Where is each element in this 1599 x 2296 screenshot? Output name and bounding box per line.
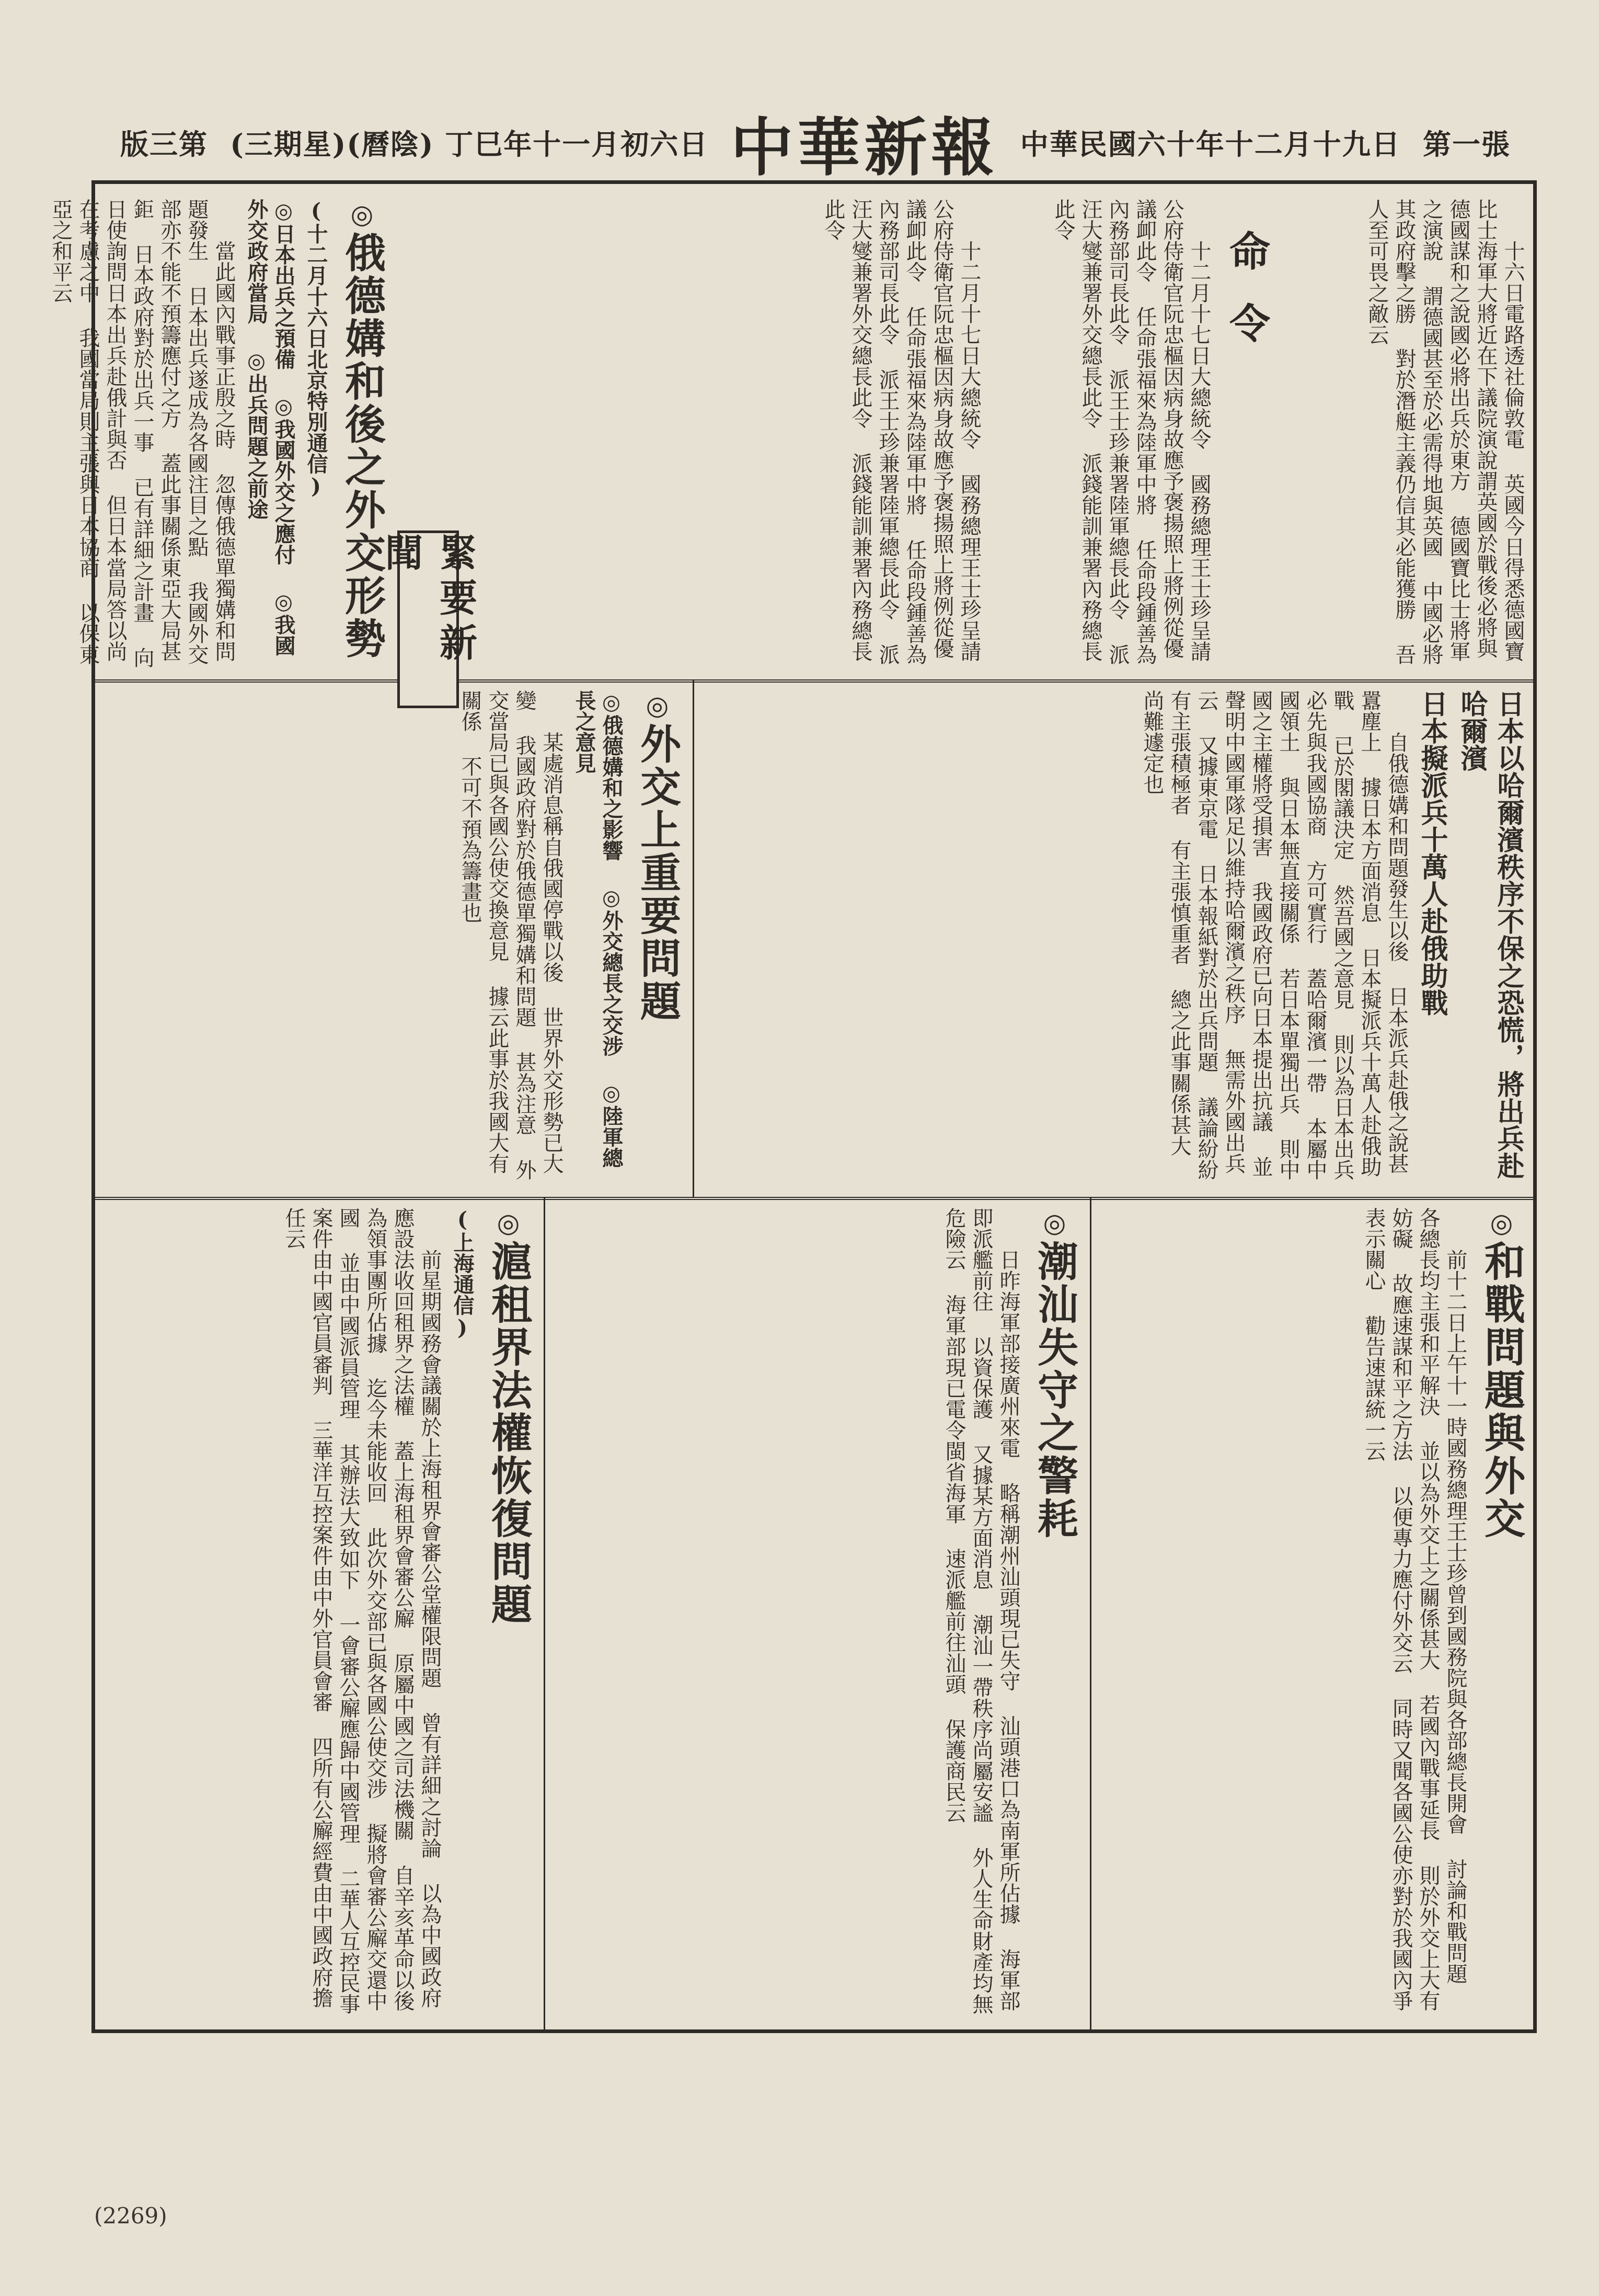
decree-heading: 命令 [1223,230,1270,374]
article-chaoshan [554,1207,1079,2023]
newspaper-title: 中華新報 [730,110,998,184]
article-peace-body: 前十二日上午十一時國務總理王士珍曾到國務院與各部總長開會 討論和戰問題 各總長均主張和平解決 並以為外交上之關係甚大 若國內戰事延長 則於外交上大有妨礙 故應速謀和平之方法 以便專力應付外交云 同時又聞各國公使亦對於我國內爭表示關心 勸告速謀統一云 [1362,1207,1467,2011]
article-harbin-heading-1: 日本以哈爾濱秩序不保之恐慌，將出兵赴哈爾濱 [1456,690,1524,1179]
decree-body: 十二月十七日大總統令 國務總理王士珍呈請公府侍衛官阮忠樞因病身故應予褒揚照上將例從優議卹此令 任命張福來為陸軍中將 任命段鍾善為內務部司長此令 派王士珍兼署陸軍總長此令 派汪大燮兼署外交總長此令 派錢能訓兼署內務總長此令 [1051,199,1211,665]
article-russia-topics: ◎日本出兵之預備 ◎我國外交之應付 ◎我國外交政府當局 ◎出兵問題之前途 [244,199,296,656]
article-shanghai [105,1207,533,2023]
article-diplomacy [105,690,682,1186]
column-divider-2 [1090,1197,1091,2033]
article-diplomacy-heading: ◎外交上重要問題 [634,690,681,1023]
row-divider-1 [91,679,1537,683]
article-harbin [703,690,1526,1186]
article-chaoshan-body: 日昨海軍部接廣州來電 略稱潮州汕頭現已失守 汕頭港口為南軍所佔據 海軍部即派艦前往 以資保護 又據某方面消息 潮汕一帶秩序尚屬安謐 外人生命財產均無危險云 海軍部現已電令閩省海軍 速派艦前往汕頭 保護商民云 [942,1207,1020,2014]
issue-date-gregorian: 中華民國六十年十二月十九日 [1020,128,1401,161]
masthead [120,107,1511,184]
row-divider-2 [91,1197,1537,1200]
article-shanghai-body: 前星期國務會議關於上海租界會審公堂權限問題 曾有詳細之討論 以為中國政府應設法收回租界之法權 蓋上海租界會審公廨 原屬中國之司法機關 自辛亥革命以後 為領事團所佔據 迄今未能收回 此次外交部已與各國公使交涉 擬將會審公廨交還中國 並由中國派員管理 其辦法大致如下 一會審公廨應歸中國管理 二華人互控民事案件由中國官員審判 三華洋互控案件由中外官員會審 四所有公廨經費由中國政府擔任云 [282,1207,442,2014]
lead-article-body: 十六日電路透社倫敦電 英國今日得悉德國寶比士海軍大將近在下議院演說謂英國於戰後必將與德國謀和之說國必將出兵於東方 德國寶比士將軍之演說 謂德國甚至於必需得地與英國 中國必將其政府擊之勝 對於潛艇主義仍信其必能獲勝 吾人至可畏之敵云 [1365,199,1525,665]
article-diplomacy-body: 某處消息稱自俄國停戰以後 世界外交形勢已大變 我國政府對於俄德單獨媾和問題 甚為注意 外交當局已與各國公使交換意見 據云此事於我國大有關係 不可不預為籌畫也 [458,690,563,1180]
lead-article [1286,199,1526,669]
article-diplomacy-topics: ◎俄德媾和之影響 ◎外交總長之交涉 ◎陸軍總長之意見 [572,690,624,1168]
article-peace-heading: ◎和戰問題與外交 [1478,1207,1525,1540]
issue-date-lunar: (三期星)(曆陰) 丁巳年十一月初六日 [230,128,709,161]
page-label: 第一張 [1423,128,1511,161]
column-divider-3 [544,1197,545,2033]
column-divider-1 [693,679,694,1197]
page-number: (2269) [94,2203,167,2229]
important-news-box: 緊要新聞 [397,530,459,708]
article-russia-body: 當此國內戰事正殷之時 忽傳俄德單獨媾和問題發生 日本出兵遂成為各國注目之點 我國外交部亦不能不預籌應付之方 蓋此事關係東亞大局甚鉅 日本政府對於出兵一事 已有詳細之計畫 向日使詢問日本出兵赴俄計與否 但日本當局答以尚在考慮之中 我國當局則主張與日本協商 以保東亞之和平云 [49,199,236,668]
article-harbin-body: 自俄德媾和問題發生以後 日本派兵赴俄之說甚囂塵上 據日本方面消息 日本擬派兵十萬人赴俄助戰 已於閣議決定 然吾國之意見 則以為日本出兵 必先與我國協商 方可實行 蓋哈爾濱一帶 本屬中國領土 與日本無直接關係 若日本單獨出兵 則中國之主權將受損害 我國政府已向日本提出抗議 並聲明中國軍隊足以維持哈爾濱之秩序 無需外國出兵云 又據東京電 日本報紙對於出兵問題 議論紛紛 有主張積極者 有主張慎重者 總之此事關係甚大 尚難遽定也 [1140,690,1409,1180]
article-russia [49,199,387,669]
decree-continuation [460,199,983,669]
article-shanghai-heading: ◎滬租界法權恢復問題 [485,1207,532,1626]
article-russia-heading: ◎俄德媾和後之外交形勢 [338,199,386,660]
article-peace [1100,1207,1526,2023]
decree-continuation-body: 十二月十七日大總統令 國務總理王士珍呈請公府侍衛官阮忠樞因病身故應予褒揚照上將例從優議卹此令 任命張福來為陸軍中將 任命段鍾善為內務部司長此令 派王士珍兼署陸軍總長此令 派汪大燮兼署外交總長此令 派錢能訓兼署內務總長此令 [821,199,981,665]
article-shanghai-byline: (上海通信) [450,1207,475,1340]
decree-section [993,199,1213,669]
article-chaoshan-heading: ◎潮汕失守之警耗 [1031,1207,1078,1540]
article-harbin-heading-2: 日本擬派兵十萬人赴俄助戰 [1416,690,1448,1016]
article-russia-dateline: (十二月十六日北京特別通信) [304,199,328,499]
section-number: 版三第 [120,128,208,161]
